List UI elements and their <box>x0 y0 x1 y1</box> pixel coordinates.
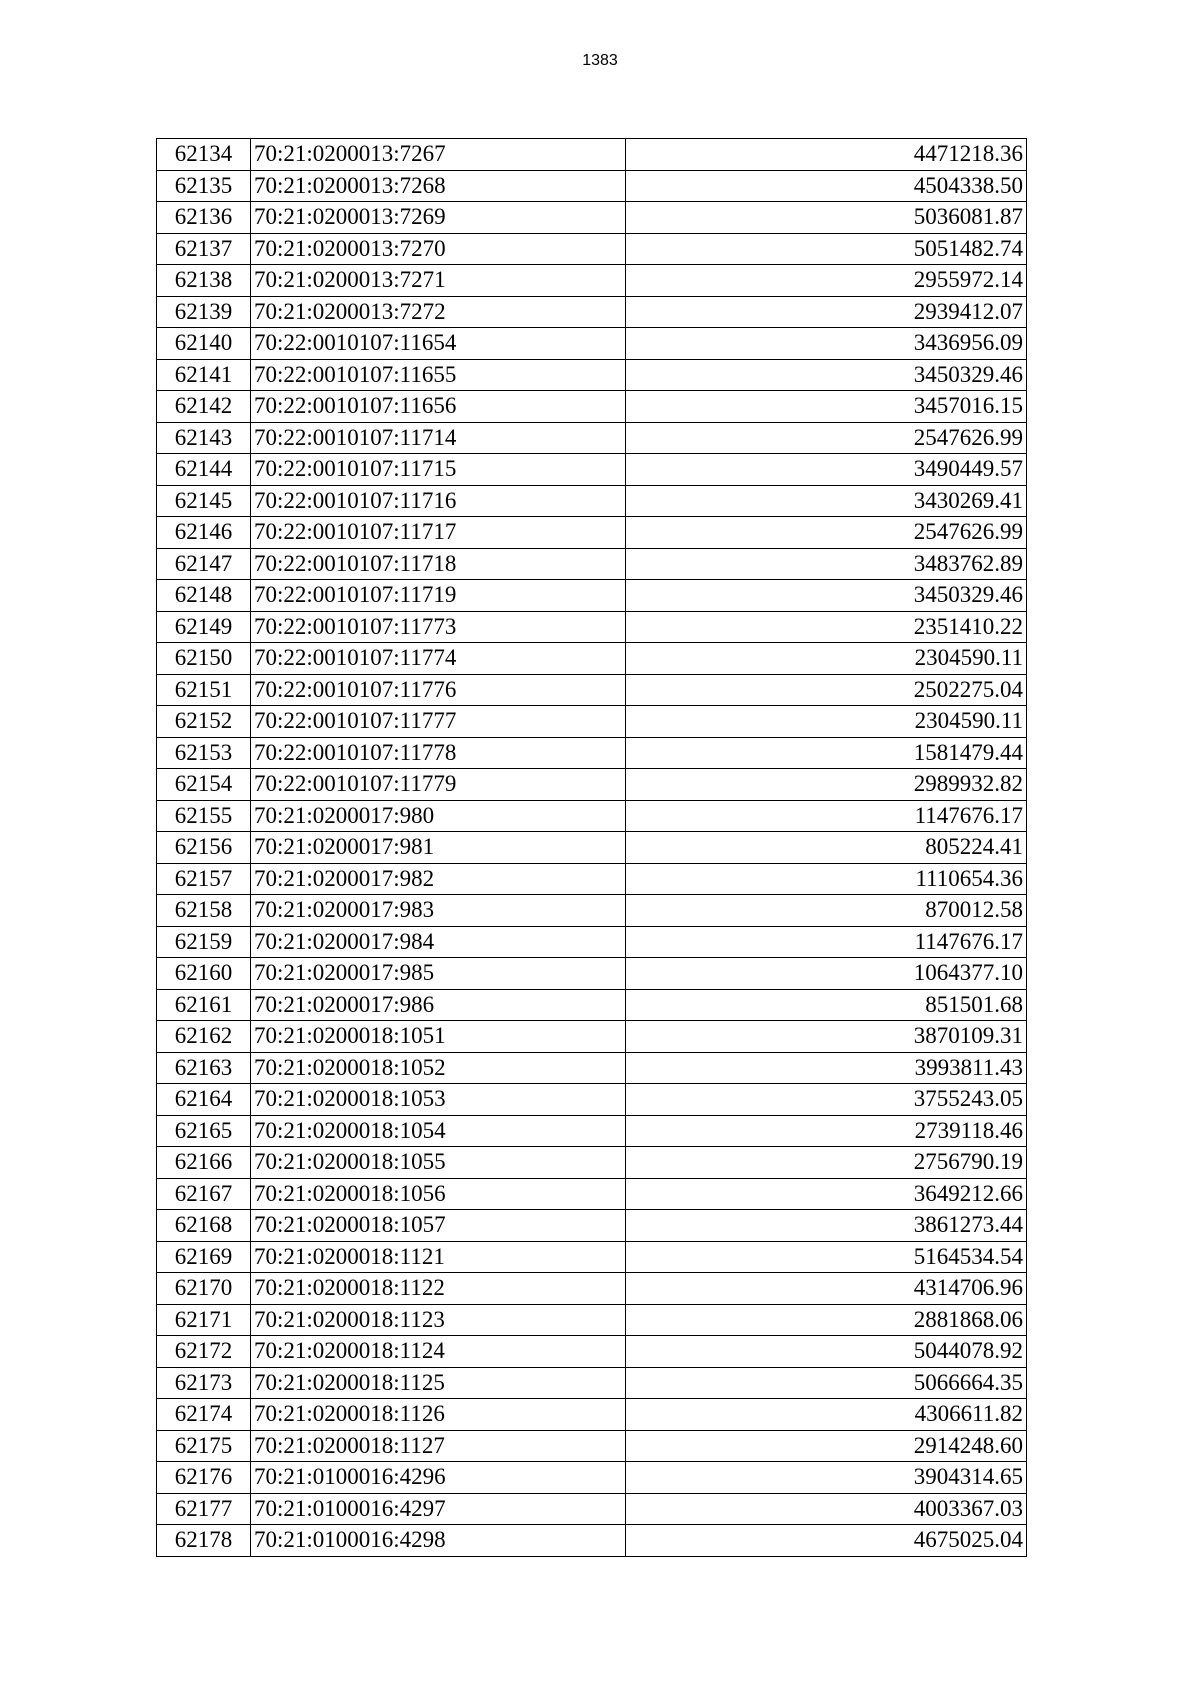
cadastral-number-cell: 70:21:0200013:7268 <box>251 170 626 202</box>
row-number-cell: 62153 <box>157 737 251 769</box>
row-number-cell: 62152 <box>157 706 251 738</box>
row-number-cell: 62151 <box>157 674 251 706</box>
cadastral-number-cell: 70:21:0200018:1051 <box>251 1021 626 1053</box>
row-number-cell: 62144 <box>157 454 251 486</box>
cadastral-number-cell: 70:21:0200018:1123 <box>251 1304 626 1336</box>
value-cell: 4306611.82 <box>626 1399 1027 1431</box>
cadastral-number-cell: 70:22:0010107:11656 <box>251 391 626 423</box>
cadastral-number-cell: 70:21:0100016:4298 <box>251 1525 626 1557</box>
value-cell: 2989932.82 <box>626 769 1027 801</box>
cadastral-number-cell: 70:22:0010107:11716 <box>251 485 626 517</box>
table-row <box>157 1462 1027 1494</box>
value-cell: 2304590.11 <box>626 643 1027 675</box>
table-row <box>157 170 1027 202</box>
value-cell: 870012.58 <box>626 895 1027 927</box>
value-cell: 3490449.57 <box>626 454 1027 486</box>
cadastral-number-cell: 70:21:0200018:1126 <box>251 1399 626 1431</box>
table-row <box>157 1084 1027 1116</box>
row-number-cell: 62140 <box>157 328 251 360</box>
table-row <box>157 1304 1027 1336</box>
table-row <box>157 863 1027 895</box>
value-cell: 3904314.65 <box>626 1462 1027 1494</box>
table-row <box>157 391 1027 423</box>
table-row <box>157 1115 1027 1147</box>
value-cell: 2939412.07 <box>626 296 1027 328</box>
value-cell: 3457016.15 <box>626 391 1027 423</box>
table-row <box>157 328 1027 360</box>
row-number-cell: 62159 <box>157 926 251 958</box>
cadastral-number-cell: 70:21:0200018:1055 <box>251 1147 626 1179</box>
table-row <box>157 1241 1027 1273</box>
cadastral-number-cell: 70:21:0200018:1124 <box>251 1336 626 1368</box>
page-number: 1383 <box>582 52 618 69</box>
cadastral-value-table <box>156 138 1027 1557</box>
row-number-cell: 62139 <box>157 296 251 328</box>
row-number-cell: 62156 <box>157 832 251 864</box>
cadastral-number-cell: 70:22:0010107:11655 <box>251 359 626 391</box>
value-cell: 4471218.36 <box>626 139 1027 171</box>
cadastral-number-cell: 70:21:0200018:1121 <box>251 1241 626 1273</box>
value-cell: 1064377.10 <box>626 958 1027 990</box>
cadastral-number-cell: 70:21:0200017:981 <box>251 832 626 864</box>
row-number-cell: 62162 <box>157 1021 251 1053</box>
cadastral-number-cell: 70:21:0200017:986 <box>251 989 626 1021</box>
value-cell: 4003367.03 <box>626 1493 1027 1525</box>
table-row <box>157 1336 1027 1368</box>
row-number-cell: 62146 <box>157 517 251 549</box>
table-row <box>157 832 1027 864</box>
value-cell: 2547626.99 <box>626 422 1027 454</box>
cadastral-number-cell: 70:21:0200017:985 <box>251 958 626 990</box>
table-row <box>157 800 1027 832</box>
cadastral-number-cell: 70:22:0010107:11774 <box>251 643 626 675</box>
cadastral-number-cell: 70:21:0200017:982 <box>251 863 626 895</box>
value-cell: 2547626.99 <box>626 517 1027 549</box>
cadastral-number-cell: 70:21:0100016:4297 <box>251 1493 626 1525</box>
cadastral-number-cell: 70:21:0200013:7271 <box>251 265 626 297</box>
table-row <box>157 233 1027 265</box>
value-cell: 4314706.96 <box>626 1273 1027 1305</box>
row-number-cell: 62157 <box>157 863 251 895</box>
row-number-cell: 62171 <box>157 1304 251 1336</box>
value-cell: 4504338.50 <box>626 170 1027 202</box>
table-row <box>157 548 1027 580</box>
value-cell: 3755243.05 <box>626 1084 1027 1116</box>
value-cell: 1147676.17 <box>626 926 1027 958</box>
row-number-cell: 62135 <box>157 170 251 202</box>
table-row <box>157 1147 1027 1179</box>
cadastral-number-cell: 70:21:0200018:1057 <box>251 1210 626 1242</box>
row-number-cell: 62168 <box>157 1210 251 1242</box>
value-cell: 3450329.46 <box>626 580 1027 612</box>
row-number-cell: 62164 <box>157 1084 251 1116</box>
table-row <box>157 1210 1027 1242</box>
row-number-cell: 62141 <box>157 359 251 391</box>
value-cell: 851501.68 <box>626 989 1027 1021</box>
cadastral-number-cell: 70:22:0010107:11773 <box>251 611 626 643</box>
table-row <box>157 422 1027 454</box>
table-row <box>157 1052 1027 1084</box>
cadastral-number-cell: 70:21:0200018:1122 <box>251 1273 626 1305</box>
value-cell: 5044078.92 <box>626 1336 1027 1368</box>
row-number-cell: 62147 <box>157 548 251 580</box>
row-number-cell: 62178 <box>157 1525 251 1557</box>
cadastral-number-cell: 70:22:0010107:11715 <box>251 454 626 486</box>
cadastral-number-cell: 70:22:0010107:11778 <box>251 737 626 769</box>
value-cell: 2881868.06 <box>626 1304 1027 1336</box>
value-cell: 2502275.04 <box>626 674 1027 706</box>
table-row <box>157 1525 1027 1557</box>
cadastral-number-cell: 70:21:0200018:1053 <box>251 1084 626 1116</box>
row-number-cell: 62155 <box>157 800 251 832</box>
table-row <box>157 737 1027 769</box>
table-row <box>157 1399 1027 1431</box>
value-cell: 2304590.11 <box>626 706 1027 738</box>
row-number-cell: 62160 <box>157 958 251 990</box>
cadastral-number-cell: 70:22:0010107:11776 <box>251 674 626 706</box>
value-cell: 805224.41 <box>626 832 1027 864</box>
value-cell: 2955972.14 <box>626 265 1027 297</box>
table-row <box>157 1367 1027 1399</box>
value-cell: 2914248.60 <box>626 1430 1027 1462</box>
table-row <box>157 989 1027 1021</box>
cadastral-number-cell: 70:22:0010107:11779 <box>251 769 626 801</box>
table-body <box>157 139 1027 1557</box>
row-number-cell: 62163 <box>157 1052 251 1084</box>
value-cell: 1110654.36 <box>626 863 1027 895</box>
value-cell: 2351410.22 <box>626 611 1027 643</box>
cadastral-number-cell: 70:22:0010107:11654 <box>251 328 626 360</box>
table-row <box>157 1430 1027 1462</box>
table-row <box>157 706 1027 738</box>
table-row <box>157 643 1027 675</box>
value-cell: 5164534.54 <box>626 1241 1027 1273</box>
row-number-cell: 62170 <box>157 1273 251 1305</box>
cadastral-number-cell: 70:21:0200018:1056 <box>251 1178 626 1210</box>
row-number-cell: 62158 <box>157 895 251 927</box>
row-number-cell: 62177 <box>157 1493 251 1525</box>
row-number-cell: 62137 <box>157 233 251 265</box>
table-row <box>157 895 1027 927</box>
row-number-cell: 62145 <box>157 485 251 517</box>
row-number-cell: 62176 <box>157 1462 251 1494</box>
table-row <box>157 611 1027 643</box>
cadastral-number-cell: 70:21:0200018:1052 <box>251 1052 626 1084</box>
table-row <box>157 769 1027 801</box>
row-number-cell: 62149 <box>157 611 251 643</box>
row-number-cell: 62142 <box>157 391 251 423</box>
table-row <box>157 674 1027 706</box>
cadastral-number-cell: 70:21:0100016:4296 <box>251 1462 626 1494</box>
cadastral-number-cell: 70:21:0200018:1125 <box>251 1367 626 1399</box>
row-number-cell: 62174 <box>157 1399 251 1431</box>
cadastral-number-cell: 70:21:0200018:1054 <box>251 1115 626 1147</box>
table-row <box>157 454 1027 486</box>
cadastral-number-cell: 70:21:0200013:7267 <box>251 139 626 171</box>
table-row <box>157 296 1027 328</box>
value-cell: 3436956.09 <box>626 328 1027 360</box>
row-number-cell: 62172 <box>157 1336 251 1368</box>
row-number-cell: 62165 <box>157 1115 251 1147</box>
value-cell: 3483762.89 <box>626 548 1027 580</box>
value-cell: 2756790.19 <box>626 1147 1027 1179</box>
cadastral-number-cell: 70:22:0010107:11777 <box>251 706 626 738</box>
row-number-cell: 62173 <box>157 1367 251 1399</box>
row-number-cell: 62154 <box>157 769 251 801</box>
table-row <box>157 485 1027 517</box>
value-cell: 3649212.66 <box>626 1178 1027 1210</box>
table-row <box>157 926 1027 958</box>
table-row <box>157 1021 1027 1053</box>
cadastral-number-cell: 70:21:0200013:7270 <box>251 233 626 265</box>
row-number-cell: 62138 <box>157 265 251 297</box>
table-row <box>157 265 1027 297</box>
table-row <box>157 580 1027 612</box>
row-number-cell: 62134 <box>157 139 251 171</box>
table-row <box>157 1273 1027 1305</box>
value-cell: 3430269.41 <box>626 485 1027 517</box>
cadastral-number-cell: 70:22:0010107:11714 <box>251 422 626 454</box>
row-number-cell: 62169 <box>157 1241 251 1273</box>
cadastral-number-cell: 70:22:0010107:11718 <box>251 548 626 580</box>
cadastral-number-cell: 70:21:0200013:7272 <box>251 296 626 328</box>
table-row <box>157 1178 1027 1210</box>
table-row <box>157 359 1027 391</box>
value-cell: 1581479.44 <box>626 737 1027 769</box>
table-row <box>157 139 1027 171</box>
value-cell: 2739118.46 <box>626 1115 1027 1147</box>
value-cell: 4675025.04 <box>626 1525 1027 1557</box>
value-cell: 5066664.35 <box>626 1367 1027 1399</box>
cadastral-number-cell: 70:22:0010107:11719 <box>251 580 626 612</box>
cadastral-number-cell: 70:21:0200018:1127 <box>251 1430 626 1462</box>
cadastral-number-cell: 70:21:0200017:983 <box>251 895 626 927</box>
value-cell: 3993811.43 <box>626 1052 1027 1084</box>
row-number-cell: 62166 <box>157 1147 251 1179</box>
row-number-cell: 62161 <box>157 989 251 1021</box>
value-cell: 3870109.31 <box>626 1021 1027 1053</box>
row-number-cell: 62148 <box>157 580 251 612</box>
row-number-cell: 62175 <box>157 1430 251 1462</box>
value-cell: 1147676.17 <box>626 800 1027 832</box>
row-number-cell: 62167 <box>157 1178 251 1210</box>
cadastral-number-cell: 70:21:0200017:980 <box>251 800 626 832</box>
value-cell: 3450329.46 <box>626 359 1027 391</box>
value-cell: 5036081.87 <box>626 202 1027 234</box>
table-row <box>157 517 1027 549</box>
value-cell: 3861273.44 <box>626 1210 1027 1242</box>
cadastral-number-cell: 70:21:0200013:7269 <box>251 202 626 234</box>
row-number-cell: 62136 <box>157 202 251 234</box>
cadastral-number-cell: 70:21:0200017:984 <box>251 926 626 958</box>
table-row <box>157 202 1027 234</box>
table-row <box>157 1493 1027 1525</box>
row-number-cell: 62150 <box>157 643 251 675</box>
value-cell: 5051482.74 <box>626 233 1027 265</box>
row-number-cell: 62143 <box>157 422 251 454</box>
cadastral-number-cell: 70:22:0010107:11717 <box>251 517 626 549</box>
table-row <box>157 958 1027 990</box>
